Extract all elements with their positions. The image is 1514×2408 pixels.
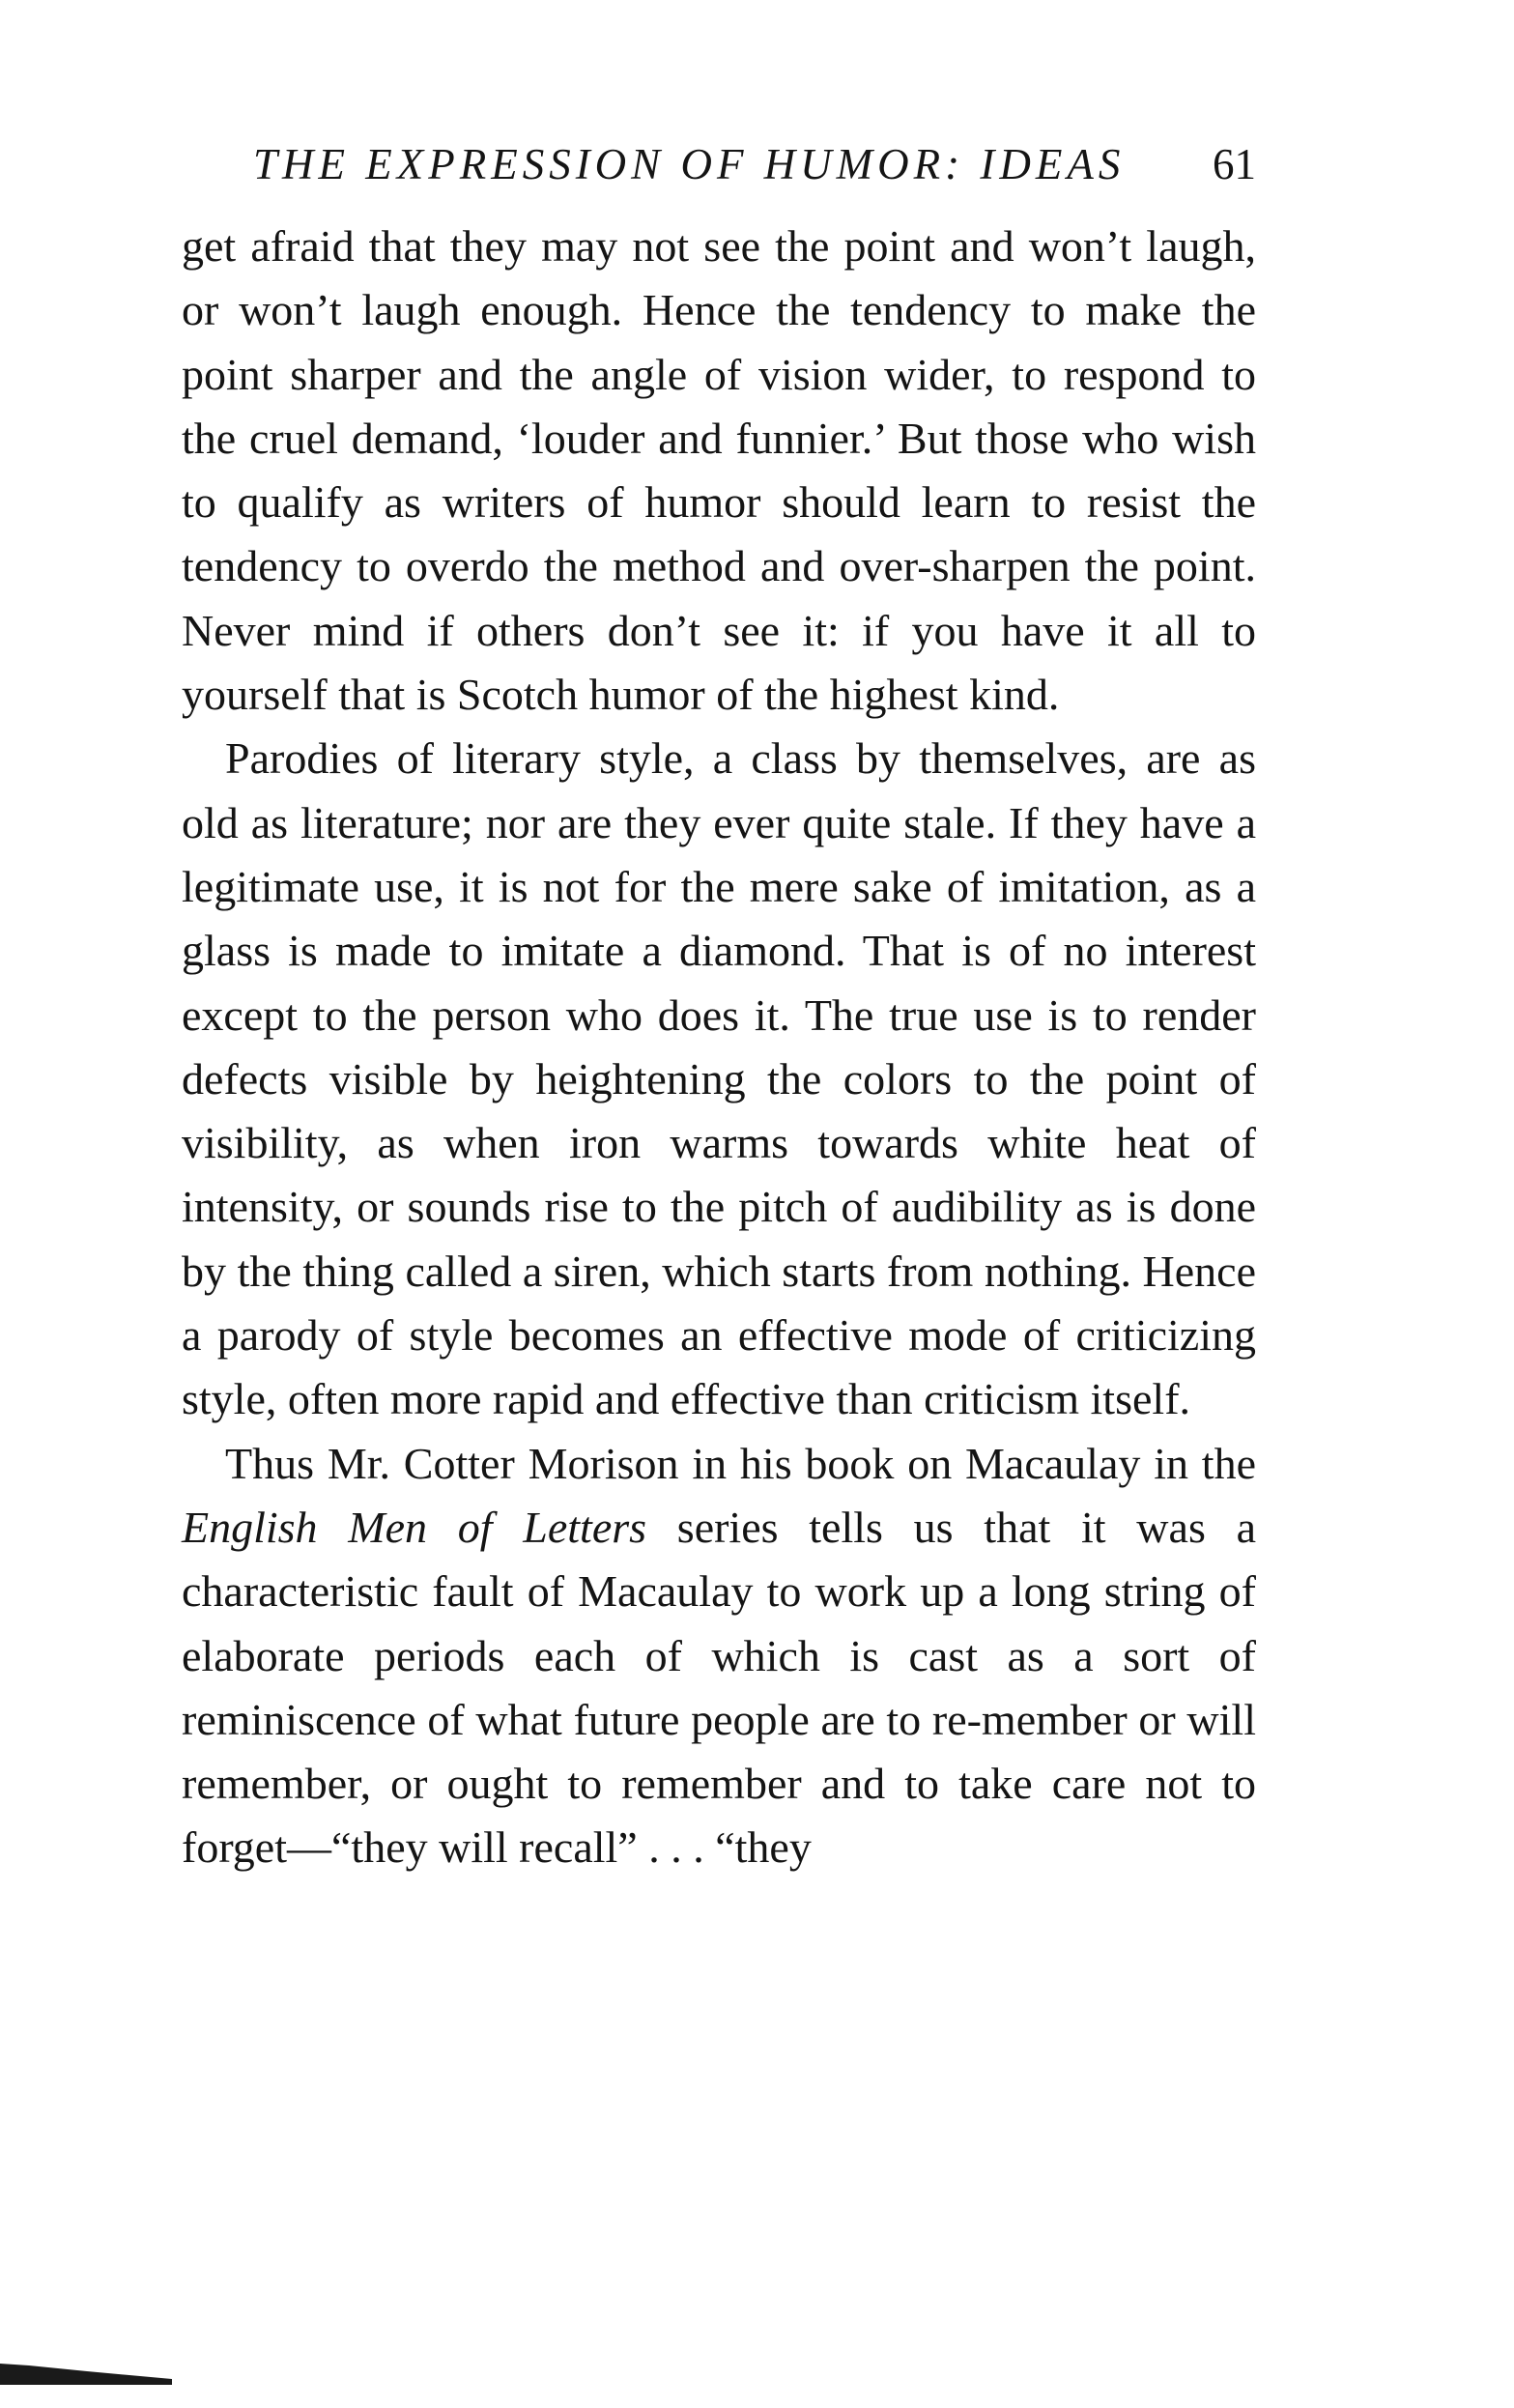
paragraph-morison-before: Thus Mr. Cotter Morison in his book on Macaulay in the — [225, 1438, 1256, 1488]
paragraph-continued: get afraid that they may not see the point and won’t laugh, or won’t laugh enough. Hence the tendency to make the point sharper and the angle of vision wider, to respond to the cruel demand, ‘louder and funnier.’ But those who wish to qualify as writers of humor should learn to resist the tendency to overdo the method and over-sharpen the point. Never mind if others don’t see it: if you have it all to yourself that is Scotch humor of the highest kind. — [182, 221, 1256, 720]
scan-edge-mark — [0, 2360, 172, 2385]
paragraph-parodies: Parodies of literary style, a class by themselves, are as old as literature; nor are they ever quite stale. If they have a legitimate use, it is not for the mere sake of imitation, as a glass is made to imitate a diamond. That is of no interest except to the person who does it. The true use is to render defects visible by heightening the colors to the point of visibility, as when iron warms towards white heat of intensity, or sounds rise to the pitch of audibility as is done by the thing called a siren, which starts from nothing. Hence a parody of style becomes an effective mode of criticizing style, often more rapid and effective than criticism itself. — [182, 733, 1256, 1424]
series-title: English Men of Letters — [182, 1502, 647, 1552]
paragraph-morison — [182, 1432, 1256, 1880]
running-head-title: THE EXPRESSION OF HUMOR: IDEAS — [253, 140, 1126, 188]
body-text — [182, 215, 1256, 1880]
page-number: 61 — [1213, 140, 1256, 188]
running-head — [222, 135, 1256, 193]
paragraph-morison-after: series tells us that it was a characteristic fault of Macaulay to work up a long string of elaborate periods each of which is cast as a sort of reminiscence of what future people are to re-member or will remember, or ought to remember and to take care not to forget—“they will recall” . . . “they — [182, 1502, 1256, 1873]
